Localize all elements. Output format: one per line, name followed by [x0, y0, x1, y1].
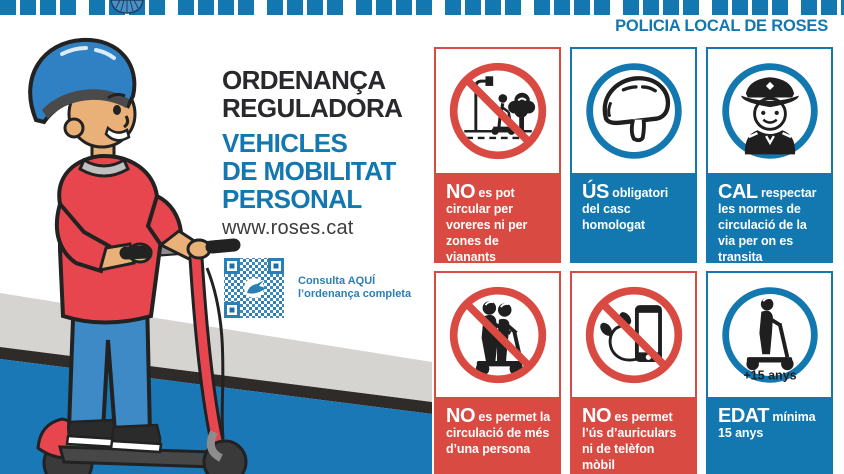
age-icon-label: +15 anys — [742, 368, 797, 383]
qr-block — [222, 256, 411, 320]
title-block — [222, 66, 427, 240]
card-text — [572, 397, 695, 474]
card-body: es permet la circulació de més d’una persona — [446, 410, 551, 456]
card-body: obligatori del casc homologat — [582, 186, 669, 232]
card-lead: EDAT — [718, 405, 769, 427]
card-lead: NO — [582, 405, 611, 427]
card-text — [436, 173, 559, 264]
card-lead: CAL — [718, 181, 758, 203]
police-officer-icon — [717, 58, 823, 164]
subtitle-line: DE MOBILITAT — [222, 156, 396, 186]
card-lead: ÚS — [582, 181, 609, 203]
age-15-icon — [717, 282, 823, 388]
subtitle-line: VEHICLES — [222, 128, 348, 158]
card-text — [572, 173, 695, 261]
card-minimum-age — [706, 271, 833, 474]
brand-title: POLICIA LOCAL DE ROSES — [615, 17, 828, 35]
card-body: mínima 15 anys — [718, 410, 816, 440]
card-helmet-mandatory — [570, 47, 697, 263]
card-body: respectar les normes de circulació de la via per on es transita — [718, 186, 817, 264]
police-crest-icon — [110, 0, 144, 14]
card-single-rider-only — [434, 271, 561, 474]
card-body: es permet l’ús d’auriculars ni de telèfon mòbil — [582, 410, 677, 472]
card-no-headphones-phone — [570, 271, 697, 474]
card-obey-rules — [706, 47, 833, 263]
helmet-icon — [581, 58, 687, 164]
title-line: REGULADORA — [222, 93, 403, 123]
qr-caption-line: Consulta AQUÍ — [298, 275, 376, 287]
rules-grid — [434, 47, 833, 474]
no-two-riders-icon — [445, 282, 551, 388]
card-lead: NO — [446, 181, 475, 203]
card-text — [436, 397, 559, 474]
qr-code — [222, 256, 286, 320]
card-body: es pot circular per voreres ni per zones de vianants — [446, 186, 528, 264]
website-url: www.roses.cat — [222, 217, 354, 239]
card-no-sidewalks — [434, 47, 561, 263]
qr-caption-line: l’ordenança completa — [298, 288, 412, 300]
no-sidewalk-riding-icon — [445, 58, 551, 164]
no-phone-earbuds-icon — [581, 282, 687, 388]
card-lead: NO — [446, 405, 475, 427]
card-text — [708, 397, 831, 474]
subtitle-line: PERSONAL — [222, 184, 362, 214]
card-text — [708, 173, 831, 264]
title-line: ORDENANÇA — [222, 65, 386, 95]
